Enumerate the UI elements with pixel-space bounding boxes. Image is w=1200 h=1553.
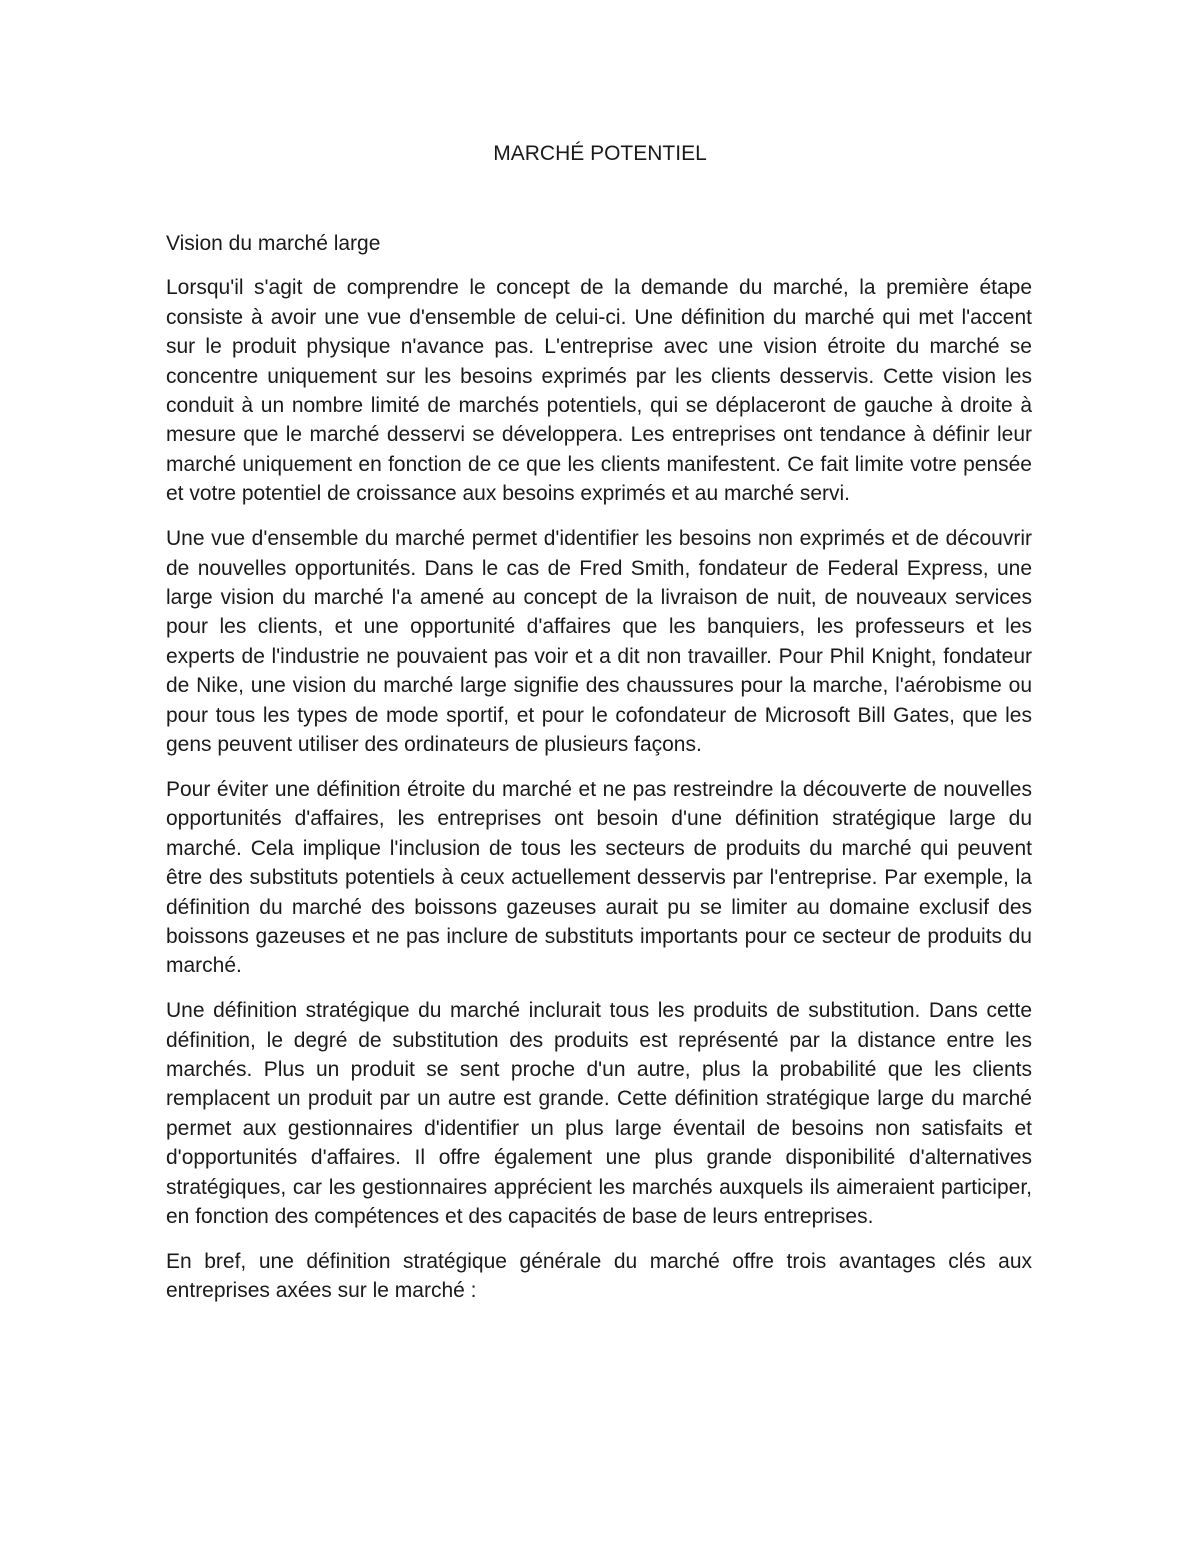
- document-body: [166, 229, 1032, 1321]
- paragraph-5: En bref, une définition stratégique générale du marché offre trois avantages clés aux entreprises axées sur le marché :: [166, 1250, 1032, 1303]
- page-title: MARCHÉ POTENTIEL: [493, 142, 707, 165]
- paragraph-1: Lorsqu'il s'agit de comprendre le concept de la demande du marché, la première étape consiste à avoir une vue d'ensemble de celui-ci. Une définition du marché qui met l'accent sur le produit physique n'avance pas. L'entreprise avec une vision étroite du marché se concentre uniquement sur les besoins exprimés par les clients desservis. Cette vision les conduit à un nombre limité de marchés potentiels, qui se déplaceront de gauche à droite à mesure que le marché desservi se développera. Les entreprises ont tendance à définir leur marché uniquement en fonction de ce que les clients manifestent. Ce fait limite votre pensée et votre potentiel de croissance aux besoins exprimés et au marché servi.: [166, 276, 1032, 506]
- paragraph-2: Une vue d'ensemble du marché permet d'identifier les besoins non exprimés et de découvrir de nouvelles opportunités. Dans le cas de Fred Smith, fondateur de Federal Express, une large vision du marché l'a amené au concept de la livraison de nuit, de nouveaux services pour les clients, et une opportunité d'affaires que les banquiers, les professeurs et les experts de l'industrie ne pouvaient pas voir et a dit non travailler. Pour Phil Knight, fondateur de Nike, une vision du marché large signifie des chaussures pour la marche, l'aérobisme ou pour tous les types de mode sportif, et pour le cofondateur de Microsoft Bill Gates, que les gens peuvent utiliser des ordinateurs de plusieurs façons.: [166, 527, 1032, 756]
- paragraph-3: Pour éviter une définition étroite du marché et ne pas restreindre la découverte de nouvelles opportunités d'affaires, les entreprises ont besoin d'une définition stratégique large du marché. Cela implique l'inclusion de tous les secteurs de produits du marché qui peuvent être des substituts potentiels à ceux actuellement desservis par l'entreprise. Par exemple, la définition du marché des boissons gazeuses aurait pu se limiter au domaine exclusif des boissons gazeuses et ne pas inclure de substituts importants pour ce secteur de produits du marché.: [166, 777, 1032, 978]
- paragraph-4: Une définition stratégique du marché inclurait tous les produits de substitution. Dans cette définition, le degré de substitution des produits est représenté par la distance entre les marchés. Plus un produit se sent proche d'un autre, plus la probabilité que les clients remplacent un produit par un autre est grande. Cette définition stratégique large du marché permet aux gestionnaires d'identifier un plus large éventail de besoins non satisfaits et d'opportunités d'affaires. Il offre également une plus grande disponibilité d'alternatives stratégiques, car les gestionnaires apprécient les marchés auxquels ils aimeraient participer, en fonction des compétences et des capacités de base de leurs entreprises.: [166, 999, 1032, 1229]
- section-heading: Vision du marché large: [166, 232, 381, 255]
